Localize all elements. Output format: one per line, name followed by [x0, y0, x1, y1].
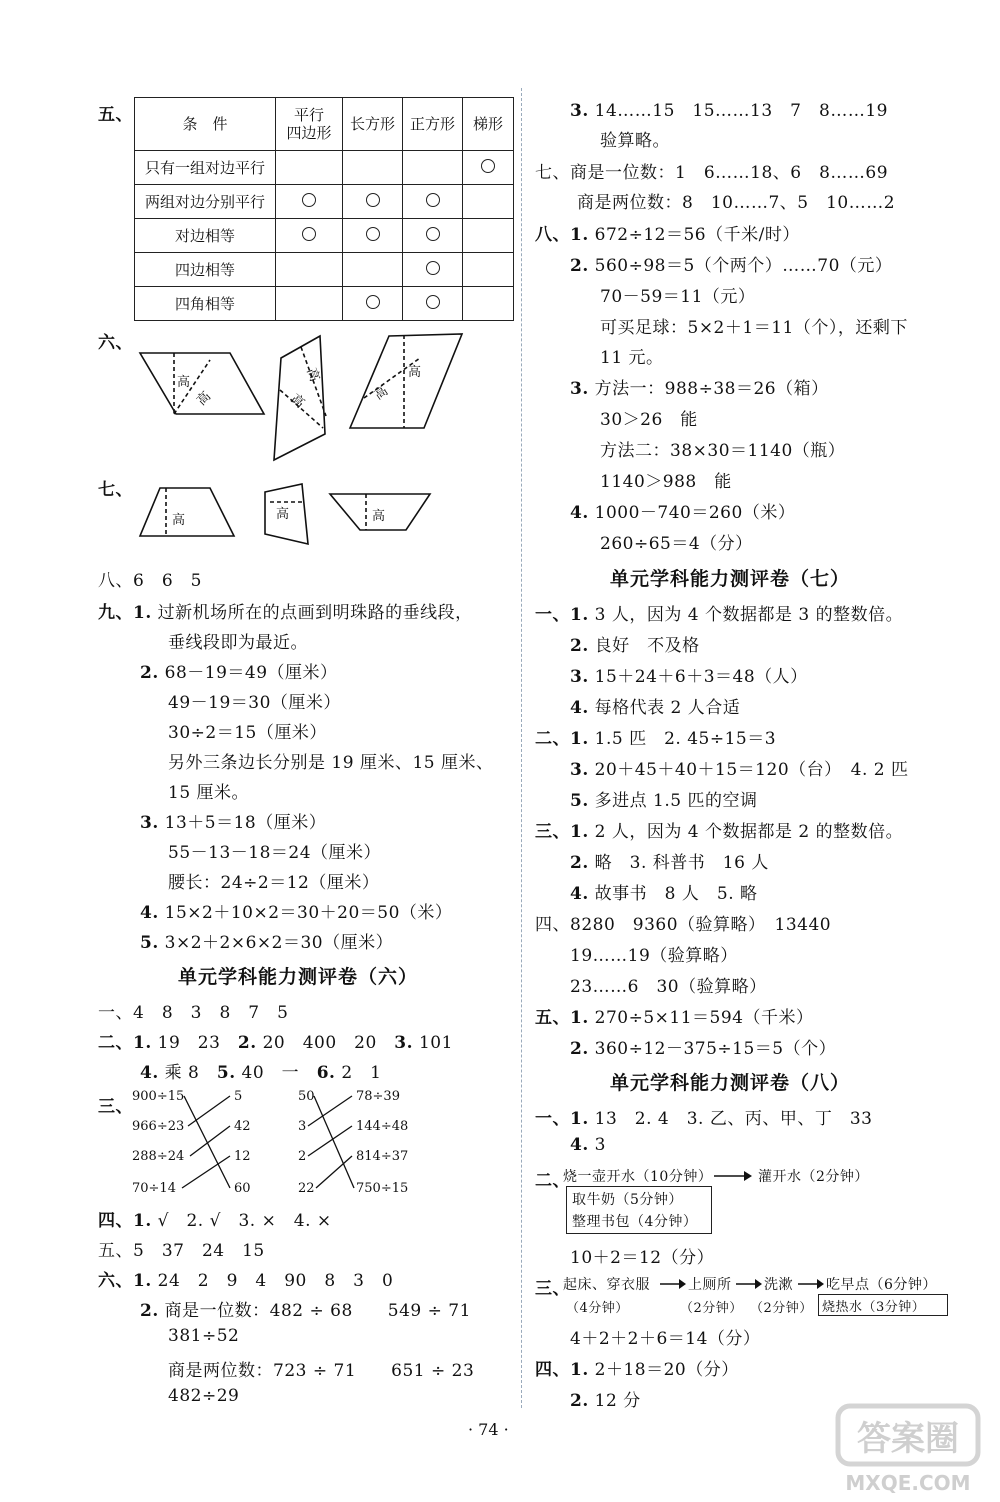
answer-line: 4＋2＋2＋6＝14（分） — [570, 1329, 761, 1349]
mark-cell — [403, 151, 463, 185]
section-3-label: 三、 — [535, 1279, 570, 1299]
section-2-label: 二、 — [535, 1171, 570, 1191]
answer-line: 七、商是一位数：1 6……18、6 8……69 — [535, 163, 889, 183]
answer-line: 方法二：38×30＝1140（瓶） — [600, 441, 846, 461]
mark-cell — [276, 151, 343, 185]
height-label: 高 — [177, 375, 191, 390]
item-number: 4. — [570, 1135, 589, 1155]
answer-line: 19……19（验算略） — [570, 946, 738, 966]
answer-line: 可买足球：5×2＋1＝11（个），还剩下 — [600, 318, 908, 338]
section-7-label: 七、 — [98, 480, 133, 500]
flow-step: 起床、穿衣服 — [563, 1277, 650, 1293]
table-row — [135, 287, 514, 321]
flow-step: 灌开水（2分钟） — [758, 1169, 869, 1185]
flow-step: 上厕所 — [688, 1277, 732, 1293]
item-number: 3. — [394, 1033, 414, 1053]
item-number: 5. — [216, 1063, 236, 1083]
circle-mark-icon — [366, 193, 380, 207]
answer-line: 1140＞988 能 — [600, 472, 732, 492]
answer-line: 四、8280 9360（验算略） 13440 — [535, 915, 832, 935]
match-item: 3 — [298, 1119, 307, 1134]
mark-cell — [343, 253, 403, 287]
answer-line: 验算略。 — [600, 131, 670, 151]
match-item: 750÷15 — [356, 1181, 409, 1196]
height-label: 高 — [172, 513, 186, 528]
answer-line: 腰长：24÷2＝12（厘米） — [168, 873, 380, 893]
match-item: 60 — [234, 1181, 251, 1196]
flow-time: （2分钟） — [680, 1301, 743, 1316]
answer-line: 2＋18＝20（分） — [594, 1360, 739, 1380]
answer-line: 2 人，因为 4 个数据都是 2 的整数倍。 — [594, 822, 904, 842]
match-item: 50 — [298, 1089, 315, 1104]
answer-line: 另外三条边长分别是 19 厘米、15 厘米、 — [168, 753, 494, 773]
height-label: 高 — [371, 383, 391, 404]
trapezoid-1 — [140, 488, 234, 536]
answer-line: 55－13－18＝24（厘米） — [168, 843, 382, 863]
answer-line: 70－59＝11（元） — [600, 287, 756, 307]
match-line — [308, 1126, 352, 1156]
answer-line: 3 — [594, 1135, 606, 1155]
answer-line: 49－19＝30（厘米） — [168, 693, 341, 713]
section-heading-8: 单元学科能力测评卷（八） — [610, 1072, 851, 1094]
arrow-icon — [736, 1277, 762, 1291]
flow-step: 整理书包（4分钟） — [572, 1214, 698, 1230]
match-line — [190, 1126, 230, 1156]
flow-step: 烧一壶开水（10分钟） — [563, 1169, 713, 1185]
answer-line: 68－19＝49（厘米） — [164, 663, 338, 683]
mark-cell — [463, 253, 514, 287]
answer-line: 五、5 37 24 15 — [98, 1241, 265, 1261]
match-item: 12 — [234, 1149, 251, 1164]
item-number: 2. — [570, 256, 589, 276]
answer-line: 每格代表 2 人合适 — [594, 698, 741, 718]
flow-step: 取牛奶（5分钟） — [572, 1192, 683, 1208]
parallelogram-3 — [350, 334, 462, 428]
match-item: 5 — [234, 1089, 243, 1104]
item-number: 四、1. — [98, 1211, 152, 1231]
answer-line: 1000－740＝260（米） — [594, 503, 796, 523]
item-number: 4. — [140, 903, 159, 923]
answer-line: 13＋5＝18（厘米） — [164, 813, 327, 833]
answer-line: 20＋45＋40＋15＝120（台） 4. 2 匹 — [594, 760, 909, 780]
answer-line: 24 2 9 4 90 8 3 0 — [157, 1271, 394, 1291]
circle-mark-icon — [426, 295, 440, 309]
mark-cell — [276, 287, 343, 321]
mark-cell — [343, 185, 403, 219]
item-number: 4. — [570, 503, 589, 523]
item-number: 三、1. — [535, 822, 589, 842]
condition-table — [134, 97, 514, 321]
section-heading-6: 单元学科能力测评卷（六） — [178, 966, 419, 988]
answer-line: 商是两位数：723 ÷ 71 651 ÷ 23 — [168, 1361, 475, 1381]
match-item: 78÷39 — [356, 1089, 400, 1104]
height-label: 高 — [194, 389, 215, 409]
item-number: 2. — [570, 1039, 589, 1059]
condition-cell: 四边相等 — [135, 253, 276, 287]
watermark-url: MXQE.COM — [845, 1471, 971, 1495]
mark-cell — [463, 151, 514, 185]
answer-line: 560÷98＝5（个两个）……70（元） — [594, 256, 893, 276]
arrow-icon — [660, 1277, 686, 1291]
item-number: 3. — [570, 379, 589, 399]
header-condition: 条 件 — [135, 98, 276, 151]
match-item: 288÷24 — [132, 1149, 185, 1164]
answer-value: 乘 8 — [164, 1063, 200, 1083]
match-line — [188, 1096, 230, 1126]
answer-line: 一、4 8 3 8 7 5 — [98, 1003, 289, 1023]
table-row — [135, 185, 514, 219]
item-number: 九、1. — [98, 603, 152, 623]
match-line — [182, 1156, 230, 1188]
height-figures-6 — [130, 320, 475, 470]
item-number: 八、1. — [535, 225, 589, 245]
height-figures-7 — [130, 480, 450, 550]
matching-diagrams — [130, 1084, 430, 1204]
mark-cell — [463, 219, 514, 253]
answer-line: 方法一：988÷38＝26（箱） — [594, 379, 829, 399]
arrow-icon — [712, 1168, 752, 1184]
circle-mark-icon — [366, 295, 380, 309]
item-number: 5. — [140, 933, 159, 953]
answer-line: 过新机场所在的点画到明珠路的垂线段， — [157, 603, 473, 623]
answer-line: 15×2＋10×2＝30＋20＝50（米） — [164, 903, 453, 923]
item-number: 五、1. — [535, 1008, 589, 1028]
condition-cell: 只有一组对边平行 — [135, 151, 276, 185]
circle-mark-icon — [481, 159, 495, 173]
mark-cell — [343, 219, 403, 253]
item-number: 3. — [570, 760, 589, 780]
answer-line: 360÷12－375÷15＝5（个） — [594, 1039, 837, 1059]
answer-line: 11 元。 — [600, 348, 664, 368]
flow-step: 洗漱 — [764, 1277, 793, 1293]
table-row — [135, 151, 514, 185]
mark-cell — [343, 151, 403, 185]
section-3-label: 三、 — [98, 1097, 133, 1117]
answer-line: 23……6 30（验算略） — [570, 977, 767, 997]
table-row — [135, 253, 514, 287]
item-number: 一、1. — [535, 605, 589, 625]
circle-mark-icon — [366, 227, 380, 241]
item-number: 2. — [237, 1033, 257, 1053]
answer-line: 略 3. 科普书 16 人 — [594, 853, 769, 873]
answer-value: 2 1 — [341, 1063, 382, 1083]
item-number: 6. — [316, 1063, 336, 1083]
answer-line: 故事书 8 人 5. 略 — [594, 884, 758, 904]
table-row — [135, 219, 514, 253]
condition-cell: 两组对边分别平行 — [135, 185, 276, 219]
match-item: 22 — [298, 1181, 315, 1196]
item-number: 4. — [570, 884, 589, 904]
circle-mark-icon — [426, 193, 440, 207]
height-label: 高 — [408, 365, 422, 380]
circle-mark-icon — [302, 227, 316, 241]
mark-cell — [403, 287, 463, 321]
circle-mark-icon — [426, 227, 440, 241]
answer-line: 12 分 — [594, 1391, 641, 1411]
item-number: 2. — [140, 1301, 159, 1321]
match-item: 814÷37 — [356, 1149, 409, 1164]
match-item: 900÷15 — [132, 1089, 185, 1104]
answer-line: √ 2. √ 3. × 4. × — [157, 1211, 332, 1231]
answer-line: 14……15 15……13 7 8……19 — [594, 101, 888, 121]
flow-step: 吃早点（6分钟） — [826, 1277, 937, 1293]
item-number: 2. — [570, 853, 589, 873]
item-number: 4. — [140, 1063, 159, 1083]
page-number: · 74 · — [468, 1420, 509, 1439]
answer-line: 13 2. 4 3. 乙、丙、甲、丁 33 — [594, 1109, 873, 1129]
column-divider — [521, 88, 522, 1408]
height-label: 高 — [287, 391, 308, 412]
answer-value: 19 23 — [157, 1033, 221, 1053]
answer-line: 多进点 1.5 匹的空调 — [594, 791, 758, 811]
match-item: 70÷14 — [132, 1181, 176, 1196]
item-number: 2. — [140, 663, 159, 683]
match-item: 966÷23 — [132, 1119, 185, 1134]
flow-step: 烧热水（3分钟） — [822, 1300, 926, 1315]
condition-cell: 对边相等 — [135, 219, 276, 253]
item-number: 二、1. — [98, 1033, 152, 1053]
section-6-label: 六、 — [98, 333, 133, 353]
match-item: 144÷48 — [356, 1119, 409, 1134]
answer-line: 1.5 匹 2. 45÷15＝3 — [594, 729, 777, 749]
answer-8: 八、6 6 5 — [98, 571, 202, 591]
height-label: 高 — [303, 366, 322, 384]
answer-value: 20 400 20 — [262, 1033, 377, 1053]
item-number: 四、1. — [535, 1360, 589, 1380]
item-number: 3. — [570, 667, 589, 687]
item-number: 2. — [570, 636, 589, 656]
section-heading-7: 单元学科能力测评卷（七） — [610, 568, 851, 590]
watermark-logo — [832, 1398, 987, 1498]
item-number: 3. — [140, 813, 159, 833]
watermark-text: 答案圈 — [857, 1419, 959, 1459]
header-rectangle: 长方形 — [343, 98, 403, 151]
header-trapezoid: 梯形 — [463, 98, 514, 151]
arrow-icon — [798, 1277, 824, 1291]
answer-line: 15 厘米。 — [168, 783, 250, 803]
answer-line: 30÷2＝15（厘米） — [168, 723, 327, 743]
mark-cell — [403, 185, 463, 219]
mark-cell — [276, 253, 343, 287]
match-item: 42 — [234, 1119, 251, 1134]
section-5-label: 五、 — [98, 105, 133, 125]
answer-line: 381÷52 — [168, 1326, 240, 1346]
answer-line: 15＋24＋6＋3＝48（人） — [594, 667, 808, 687]
answer-value: 40 一 — [241, 1063, 300, 1083]
mark-cell — [403, 219, 463, 253]
header-parallelogram: 平行 四边形 — [276, 98, 343, 151]
answer-line: 垂线段即为最近。 — [168, 633, 308, 653]
match-line — [314, 1096, 354, 1188]
circle-mark-icon — [302, 193, 316, 207]
match-item: 2 — [298, 1149, 307, 1164]
answer-line: 3×2＋2×6×2＝30（厘米） — [164, 933, 394, 953]
circle-mark-icon — [426, 261, 440, 275]
height-label: 高 — [372, 509, 386, 524]
item-number: 二、1. — [535, 729, 589, 749]
mark-cell — [343, 287, 403, 321]
mark-cell — [463, 287, 514, 321]
item-number: 一、1. — [535, 1109, 589, 1129]
answer-value: 101 — [418, 1033, 453, 1053]
match-line — [184, 1096, 230, 1188]
mark-cell — [276, 185, 343, 219]
answer-line: 商是两位数：8 10……7、5 10……2 — [577, 193, 896, 213]
flow-time: （4分钟） — [566, 1301, 629, 1316]
item-number: 六、1. — [98, 1271, 152, 1291]
answer-line: 672÷12＝56（千米/时） — [594, 225, 800, 245]
answer-line: 260÷65＝4（分） — [600, 534, 753, 554]
answer-line: 10＋2＝12（分） — [570, 1248, 715, 1268]
answer-line: 良好 不及格 — [594, 636, 700, 656]
match-line — [308, 1096, 352, 1126]
height-label: 高 — [276, 507, 290, 522]
mark-cell — [276, 219, 343, 253]
item-number: 4. — [570, 698, 589, 718]
answer-line: 3 人，因为 4 个数据都是 3 的整数倍。 — [594, 605, 904, 625]
answer-line: 482÷29 — [168, 1386, 240, 1406]
flow-time: （2分钟） — [750, 1301, 813, 1316]
condition-cell: 四角相等 — [135, 287, 276, 321]
header-square: 正方形 — [403, 98, 463, 151]
item-number: 2. — [570, 1391, 589, 1411]
mark-cell — [403, 253, 463, 287]
item-number: 5. — [570, 791, 589, 811]
answer-line: 商是一位数：482 ÷ 68 549 ÷ 71 — [164, 1301, 471, 1321]
item-number: 3. — [570, 101, 589, 121]
answer-line: 30＞26 能 — [600, 410, 698, 430]
answer-line: 270÷5×11＝594（千米） — [594, 1008, 814, 1028]
mark-cell — [463, 185, 514, 219]
